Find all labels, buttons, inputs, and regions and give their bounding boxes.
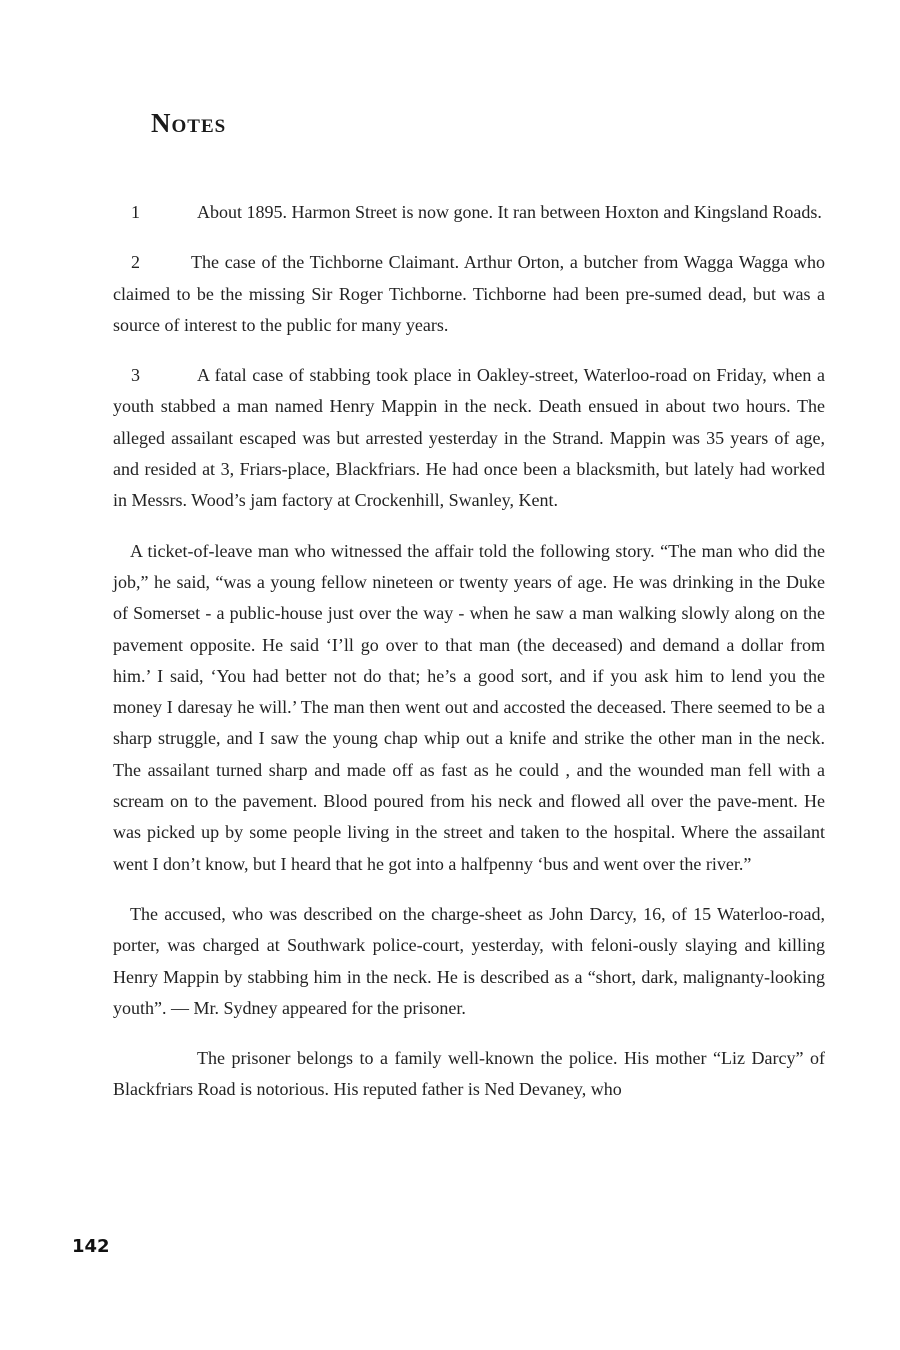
page-heading: Notes (151, 108, 227, 138)
note-text: A fatal case of stabbing took place in Oakley-street, Waterloo-road on Friday, when a youth stabbed a man named Henry Mappin in the neck. Death ensued in about two hours. The alleged assailant escaped was but arrested yesterday in the Strand. Mappin was 35 years of age, and resided at 3, Friars-place, Blackfriars. He had once been a blacksmith, but lately had worked in Messrs. Wood’s jam factory at Crockenhill, Swanley, Kent. (113, 365, 825, 511)
witness-paragraph: A ticket-of-leave man who witnessed the affair told the following story. “The man who did the job,” he said, “was a young fellow nineteen or twenty years of age. He was drinking in the Duke of Somerset - a public-house just over the way - when he saw a man walking slowly along on the pavement opposite. He said ‘I’ll go over to that man (the deceased) and demand a dollar from him.’ I said, ‘You had better not do that; he’s a good sort, and if you ask him to lend you the money I daresay he will.’ The man then went out and accosted the deceased. There seemed to be a sharp struggle, and I saw the young chap whip out a knife and strike the other man in the neck. The assailant turned sharp and made off as fast as he could , and the wounded man fell with a scream on to the pavement. Blood poured from his neck and flowed all over the pave-ment. He was picked up by some people living in the street and taken to the hospital. Where the assailant went I don’t know, but I heard that he got into a halfpenny ‘bus and went over the river.” (113, 540, 825, 874)
note-1 (113, 197, 825, 228)
note-number: 2 (131, 252, 140, 273)
note-2 (113, 247, 825, 341)
note-number: 1 (131, 202, 140, 222)
accused-paragraph: The accused, who was described on the charge-sheet as John Darcy, 16, of 15 Waterloo-road, porter, was charged at Southwark police-court, yesterday, with feloni-ously slaying and killing Henry Mappin by stabbing him in the neck. He is described as a “short, dark, malignanty-looking youth”. — Mr. Sydney appeared for the prisoner. (113, 903, 825, 1018)
note-3 (113, 360, 825, 516)
notes-body (113, 197, 825, 1125)
prisoner-paragraph: The prisoner belongs to a family well-known the police. His mother “Liz Darcy” of Blackfriars Road is notorious. His reputed father is Ned Devaney, who (113, 1048, 825, 1100)
page-number: 142 (72, 1236, 110, 1257)
note-text: The case of the Tichborne Claimant. Arthur Orton, a butcher from Wagga Wagga who claimed to be the missing Sir Roger Tichborne. Tichborne had been pre-sumed dead, but was a source of interest to the public for many years. (113, 252, 825, 335)
note-number: 3 (131, 365, 140, 386)
note-text: About 1895. Harmon Street is now gone. It ran between Hoxton and Kingsland Roads. (197, 202, 822, 222)
